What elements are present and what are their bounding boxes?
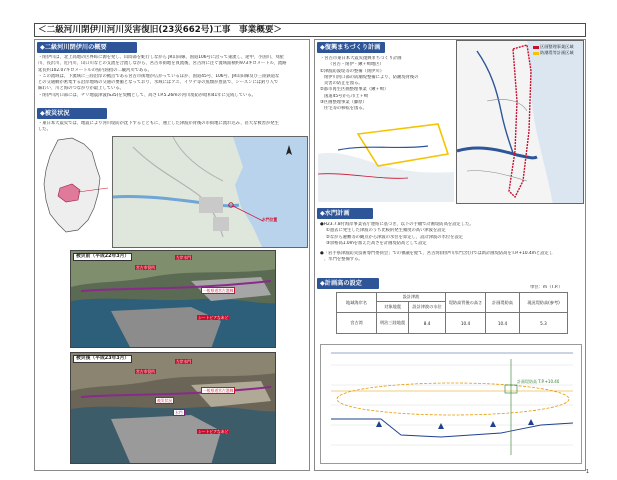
plan-cell-level: 8.4 [409, 313, 446, 334]
plan-header-region: 地域海岸名 [337, 293, 377, 313]
gate-heading: ◆水門計画 [317, 208, 373, 219]
photo-after-callout: 被災状況 [157, 398, 173, 403]
plan-cell-old: 5.3 [520, 313, 568, 334]
plan-unit: 単位：m（T.P.） [530, 285, 563, 290]
prefecture-map [38, 136, 112, 236]
photo-before-callout: 一般県道宮古港線 [203, 288, 234, 293]
profile-diagram-drawing [321, 345, 582, 464]
recovery-line: ・宮古市東日本大震災復興まちづくり計画 [320, 56, 402, 61]
plan-header-design: 設計津波 [377, 293, 446, 302]
plan-cell-crest: 10.4 [486, 313, 520, 334]
legend-swatch [533, 52, 539, 55]
profile-diagram [320, 344, 582, 464]
plan-heading: ◆計画高の設定 [317, 278, 379, 289]
recovery-line: ③区画整理事業（藤原） [320, 100, 367, 106]
recovery-map-large-drawing [457, 41, 584, 204]
plan-cell-region: 宮古湾 [337, 313, 377, 334]
gate-line: ●「岩手県津波防災技術専門委員会」での審議を経て、宮古湾(閉伊川水門含む)では新計画堤防高をT.P.+10.4mと設定し [320, 251, 554, 257]
gate-text [320, 222, 582, 264]
overview-line: ・この流域は、下流域に三陸沿岸の拠点である宮古市街地が広がっているほか、国道45号、106号、JR山田線及び三陸鉄道な [38, 73, 280, 79]
plan-header-target: 対象地震 [377, 302, 409, 313]
photo-before-callout: 宮古市役所 [136, 265, 155, 270]
overview-line: 川、長沢川、近内川、山口川などの支流を合流しながら、宮古市街地を貫流後、宮古湾に注ぐ流域面積約973キロメートル、流路 [38, 61, 287, 67]
photo-before-callout: シートピアなあど [198, 315, 229, 320]
prefecture-outline [38, 136, 112, 236]
photo-after-callout: 左岸水門 [176, 359, 192, 364]
photo-before-drawing [71, 251, 276, 348]
overview-line: ・閉伊川河口部には、チリ地震津波(S35)を契機として、高さT.P.5.26mの河川堤防が昭和41年に完成している。 [38, 92, 256, 98]
overview-line: ・閉伊川は、北上高地の区界峠に源を発し、山間部を蛇行しながら JR山田線、国道106号に沿って東流し、途中、小国川、刈屋 [38, 55, 284, 60]
photo-after-callout: 一般県道宮古港線 [203, 388, 234, 393]
photo-after-callout: 宮古市役所 [136, 369, 155, 374]
damage-line: ・東日本大震災では、地震により河川堤防が沈下するとともに、遡上した津波が背後の市街地に流れ込み、甚大な被害が発生 [38, 121, 279, 126]
plan-header-old: 現況堤防高(参考) [520, 293, 568, 313]
overview-heading: ◆二級河川閉伊川の概要 [37, 42, 137, 53]
damage-heading: ◆被災状況 [37, 108, 107, 119]
legend-swatch [533, 46, 539, 49]
recovery-line: （宮古・閉伊・鍬ヶ崎地区） [328, 62, 384, 68]
recovery-line: 国道45号から市土ヶ崎 [324, 93, 369, 99]
profile-label: 計画堤防高 T.P.+10.40 [517, 379, 560, 384]
legend-label: 防潮堤等計画区域 [540, 50, 574, 55]
legend-item [533, 50, 574, 55]
legend-label: 区画整理事業区域 [540, 44, 574, 49]
gate-line: ●H23.7.8付海岸事業省庁連絡に基づき、以下の手順で計画堤防高を設定した。 [320, 222, 474, 227]
photo-before-callout: 左岸水門 [176, 255, 192, 260]
damage-text [38, 121, 306, 134]
recovery-line: 災害の防止を図る。 [324, 81, 363, 87]
plan-header-crest: 計画堤防高 [486, 293, 520, 313]
photo-before-caption: 被災前（平成22年3月） [73, 253, 132, 261]
gate-line: ②ながら避難等の観点から津波の水位を算定し、設計津波の水位を設定 [326, 234, 464, 240]
gate-line: ③余裕高1.0mを加えた高さを計画堤防高として設定 [326, 240, 427, 246]
overview-line: どの交通網が密集する沿岸地域の交通の要衝となっており、水域にはアユ、イワナ等の魚類が豊富で、シーズンには釣り人で [38, 80, 279, 86]
plan-header-embank: 堤防高背後の高さ [446, 293, 486, 313]
plan-cell-embank: 10.4 [446, 313, 486, 334]
plan-table [336, 292, 568, 334]
photo-after-caption: 被災後（平成23年3月） [73, 355, 132, 363]
recovery-line: ②都市再生区画整理事業（鍬ヶ崎） [320, 87, 389, 93]
plan-cell-target: 明治三陸地震 [377, 313, 409, 334]
recovery-line: ①津波防波堤等の整備（閉伊川） [320, 68, 385, 74]
recovery-line: 住宅等の移転を図る。 [324, 106, 367, 112]
overview-line: 延長約102.07キロメートルの県内屈指の二級河川である。 [38, 67, 152, 73]
recovery-line: 閉伊川河口部の防潮堤整備により、防潮堤背後の [324, 74, 419, 80]
gate-line: ①過去に発生した津波のうち比較的発生頻度の高い津波を設定 [326, 228, 446, 234]
gate-location-label: 水門位置 [262, 217, 278, 222]
area-map-drawing [113, 137, 308, 248]
recovery-heading: ◆復興まちづくり計画 [317, 42, 385, 53]
page-title: ＜二級河川閉伊川河川災害復旧(23災662号)工事 事業概要＞ [34, 23, 586, 37]
gate-line: 、水門を整備する。 [324, 257, 363, 263]
photo-after-callout: シートピアなあど [198, 429, 229, 434]
recovery-text [320, 56, 450, 113]
photo-before [70, 250, 276, 348]
recovery-map-large [456, 40, 584, 204]
page-number: 1 [585, 469, 589, 475]
legend-item [533, 44, 574, 49]
overview-text [38, 55, 306, 99]
damage-line: した。 [38, 127, 51, 133]
photo-after-callout: 水門 [175, 410, 183, 415]
plan-header-level: 設計津波の水位 [409, 302, 446, 313]
photo-after [70, 352, 276, 464]
area-map [112, 136, 308, 248]
overview-line: 賑わい、川と海のつながりが最上している。 [38, 86, 124, 92]
